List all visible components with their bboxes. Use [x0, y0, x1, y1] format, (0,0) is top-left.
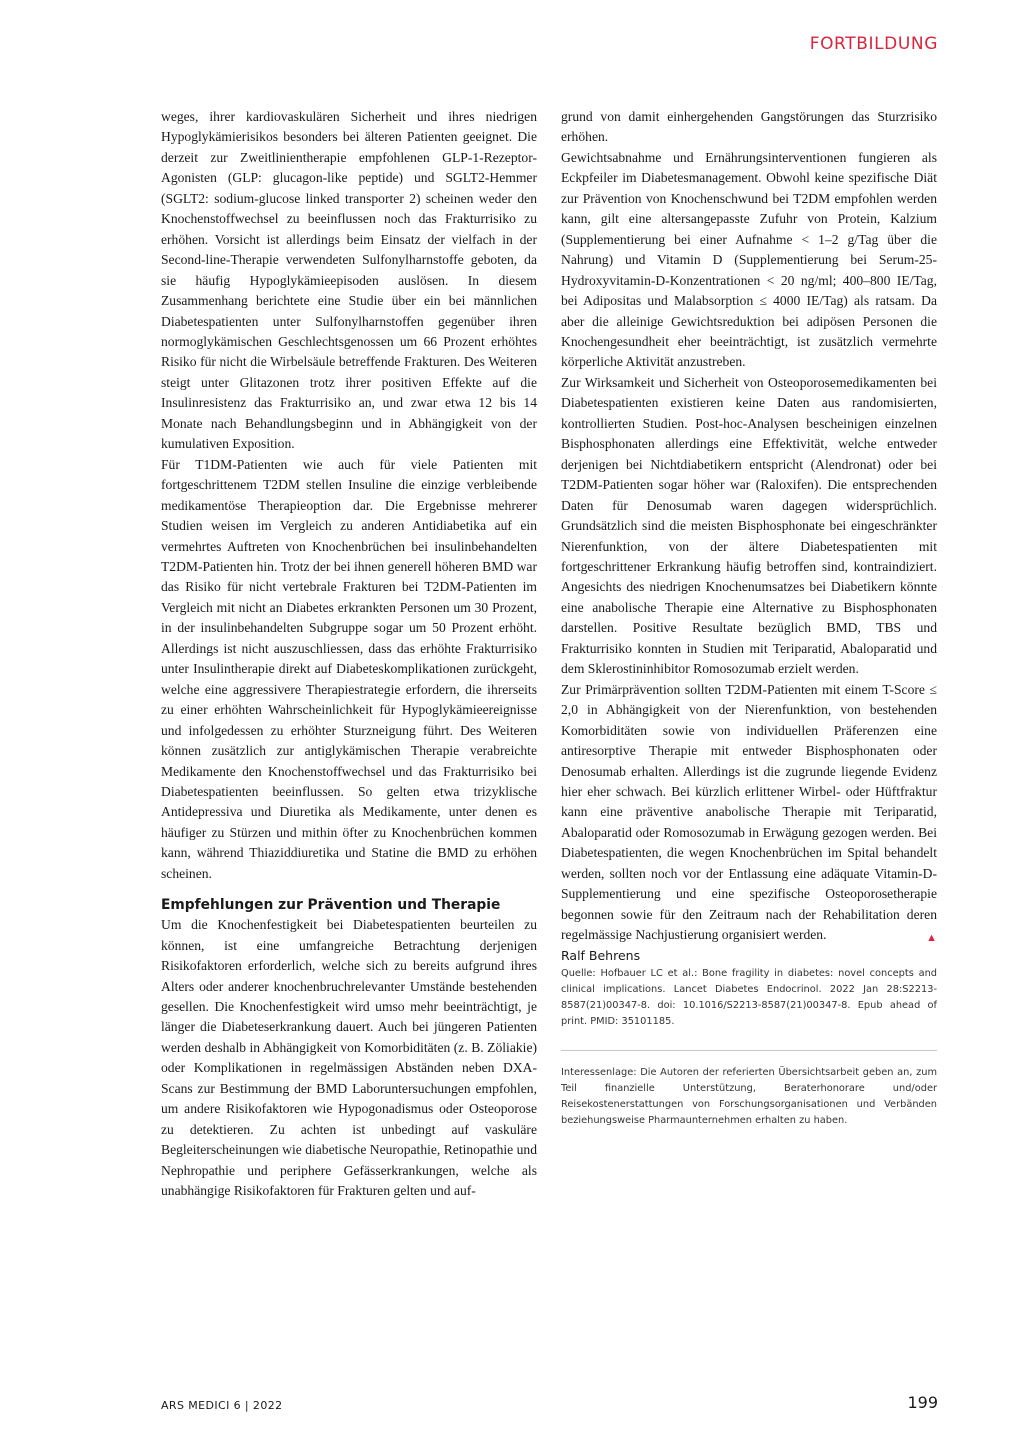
divider: [561, 1050, 937, 1051]
body-paragraph: Zur Wirksamkeit und Sicherheit von Osteoporosemedikamenten bei Diabetespatienten existieren keine Daten aus randomisierten, kontrollierten Studien. Post-hoc-Analysen bescheinigen einzelnen Bisphosphonaten allerdings eine Effektivität, welche entweder derjenigen bei Nichtdiabetikern entspricht (Alendronat) oder bei T2DM-Patienten sogar höher war (Raloxifen). Die entsprechenden Daten für Denosumab waren dagegen widersprüchlich. Grundsätzlich sind die meisten Bisphosphonate bei eingeschränkter Nierenfunktion, von der ältere Diabetespatienten mit fortgeschrittener Erkrankung häufig betroffen sind, kontraindiziert. Angesichts des niedrigen Knochenumsatzes bei Diabetikern könnte eine anabolische Therapie eine Alternative zu Bisphosphonaten darstellen. Positive Resultate bezüglich BMD, TBS und Frakturrisiko konnten in Studien mit Teriparatid, Abaloparatid und dem Sklerostininhibitor Romosozumab erzielt werden.: [561, 374, 937, 677]
body-paragraph: grund von damit einhergehenden Gangstörungen das Sturzrisiko erhöhen.: [561, 109, 937, 145]
body-paragraph-text: Zur Primärprävention sollten T2DM-Patienten mit einem T-Score ≤ 2,0 in Abhängigkeit von der Nierenfunktion, von bestehenden Komorbiditäten sowie von individuellen Präferenzen eine antiresorptive Therapie mit entweder Bisphosphonaten oder Denosumab erhalten. Allerdings ist die zugrunde liegende Evidenz hier eher schwach. Bei kürzlich erlittener Wirbel- oder Hüftfraktur kann eine präventive anabolische Therapie mit Teriparatid, Abaloparatid oder Romosozumab in Erwägung gezogen werden. Bei Diabetespatienten, die wegen Knochenbrüchen im Spital behandelt werden, sollten noch vor der Entlassung eine adäquate Vitamin-D-Supplementierung und eine spezifische Osteoporosetherapie begonnen sowie für den Zeitraum nach der Rehabilitation deren regelmässige Nachjustierung organisiert werden.: [561, 681, 937, 943]
body-paragraph: Für T1DM-Patienten wie auch für viele Patienten mit fortgeschrittenem T2DM stellen Insuline die einzige verbleibende medikamentöse Therapieoption dar. Die Ergebnisse mehrerer Studien weisen im Vergleich zu anderen Antidiabetika auf ein vermehrtes Auftreten von Knochenbrüchen bei insulinbehandelten T2DM-Patienten hin. Trotz der bei ihnen generell höheren BMD war das Risiko für nicht vertebrale Frakturen bei T2DM-Patienten im Vergleich mit nicht an Diabetes erkrankten Personen um 30 Prozent, in der insulinbehandelten Subgruppe sogar um 50 Prozent erhöht. Allerdings ist nicht auszuschliessen, dass das erhöhte Frakturrisiko unter Insulintherapie direkt auf Diabeteskomplikationen zurückgeht, welche eine aggressivere Therapiestrategie erfordern, die ihrerseits zu einer erhöhten Wahrscheinlichkeit für Hypoglykämieereignisse und infolgedessen zu erhöhter Sturzneigung führt. Des Weiteren können zusätzlich zur antiglykämischen Therapie verabreichte Medikamente den Knochenstoffwechsel und das Frakturrisiko bei Diabetespatienten beeinflussen. So gelten etwa trizyklische Antidepressiva und Diuretika als Medikamente, unter denen es häufiger zu Stürzen und mithin öfter zu Knochenbrüchen kommen kann, während Thiaziddiuretika und Statine die BMD zu erhöhen scheinen.: [161, 456, 537, 881]
source-citation: Quelle: Hofbauer LC et al.: Bone fragility in diabetes: novel concepts and clinical implications. Lancet Diabetes Endocrinol. 2022 Jan 28:S2213-8587(21)00347-8. doi: 10.1016/S2213-8587(21)00347-8. Epub ahead of print. PMID: 35101185.: [561, 968, 937, 1028]
left-column: [161, 107, 537, 1202]
section-label: FORTBILDUNG: [809, 34, 938, 54]
body-paragraph: [561, 680, 937, 946]
section-heading: Empfehlungen zur Prävention und Therapie: [161, 897, 501, 914]
journal-footer: ARS MEDICI 6 | 2022: [161, 1399, 283, 1412]
conflict-of-interest-note: Interessenlage: Die Autoren der referierten Übersichtsarbeit geben an, zum Teil finanzielle Unterstützung, Beraterhonorare und/oder Reisekostenerstattungen von Forschungsorganisationen und Verbänden beziehungsweise Pharmaunternehmen erhalten zu haben.: [561, 1067, 937, 1127]
body-paragraph: weges, ihrer kardiovaskulären Sicherheit und ihres niedrigen Hypoglykämierisikos besonders bei älteren Patienten geeignet. Die derzeit zur Zweitlinientherapie empfohlenen GLP-1-Rezeptor-Agonisten (GLP: glucagon-like peptide) und SGLT2-Hemmer (SGLT2: sodium-glucose linked transporter 2) scheinen weder den Knochenstoffwechsel zu beeinflussen noch das Frakturrisiko zu erhöhen. Vorsicht ist allerdings beim Einsatz der vielfach in der Second-line-Therapie verwendeten Sulfonylharnstoffe geboten, da sie häufig Hypoglykämieepisoden auslösen. In diesem Zusammenhang berichtete eine Studie über ein bei männlichen Diabetespatienten unter Sulfonylharnstoffen gegenüber ihren normoglykämischen Geschlechtsgenossen um 66 Prozent erhöhtes Risiko für nicht die Wirbelsäule betreffende Frakturen. Des Weiteren steigt unter Glitazonen trotz ihrer positiven Effekte auf die Insulinresistenz das Frakturrisiko an, und zwar etwa 12 bis 14 Monate nach Behandlungsbeginn und in Abhängigkeit von der kumulativen Exposition.: [161, 109, 537, 452]
end-of-article-icon: ▲: [926, 932, 937, 945]
body-paragraph: Um die Knochenfestigkeit bei Diabetespatienten beurteilen zu können, ist eine umfangreiche Betrachtung derjenigen Risikofaktoren erforderlich, welche sich zu bereits aufgrund ihres Alters oder anderer knochenbruchrelevanter Umstände bestehenden gesellen. Die Knochenfestigkeit wird umso mehr beeinträchtigt, je länger die Diabeteserkrankung dauert. Auch bei jüngeren Patienten werden deshalb in Abhängigkeit von Komorbiditäten (z. B. Zöliakie) oder Komplikationen in regelmässigen Abständen neben DXA-Scans zur Bestimmung der BMD Laboruntersuchungen empfohlen, um andere Risikofaktoren wie Hypogonadismus oder Osteoporose zu detektieren. Zu achten ist unbedingt auf vaskuläre Begleiterscheinungen wie diabetische Neuropathie, Retinopathie und Nephropathie und periphere Gefässerkrankungen, welche als unabhängige Risikofaktoren für Frakturen gelten und auf-: [161, 917, 537, 1199]
author-name: Ralf Behrens: [561, 947, 641, 963]
page-number: 199: [907, 1393, 938, 1412]
body-paragraph: Gewichtsabnahme und Ernährungsinterventionen fungieren als Eckpfeiler im Diabetesmanagement. Obwohl keine spezifische Diät zur Prävention von Knochenschwund bei T2DM empfohlen werden kann, gilt eine altersangepasste Zufuhr von Protein, Kalzium (Supplementierung bei einer Aufnahme < 1–2 g/Tag über die Nahrung) und Vitamin D (Supplementierung bei Serum-25-Hydroxyvitamin-D-Konzentrationen < 20 ng/ml; 400–800 IE/Tag, bei Adipositas und Malabsorption ≤ 4000 IE/Tag) als ratsam. Da aber die alleinige Gewichtsreduktion bei adipösen Personen die Knochengesundheit eher beeinträchtigt, ist zusätzlich vermehrte körperliche Aktivität anzustreben.: [561, 149, 937, 370]
right-column: [561, 107, 937, 1129]
